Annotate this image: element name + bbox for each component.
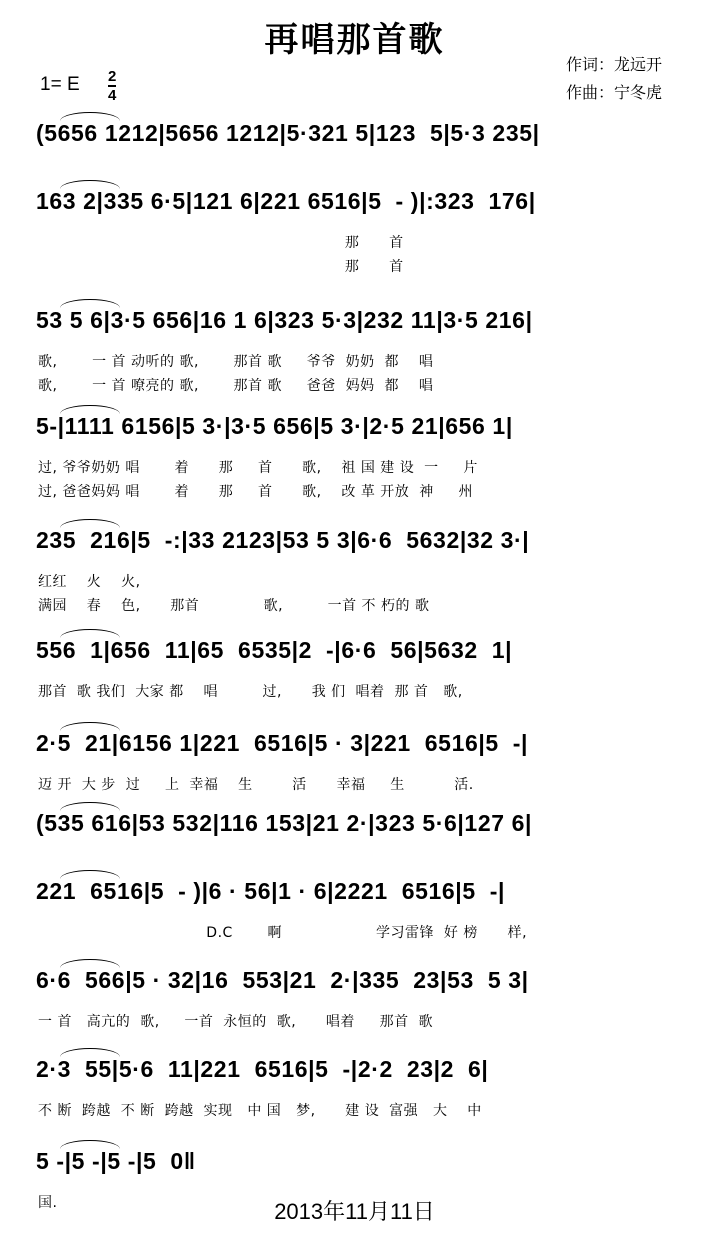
lyric-line: 那首 歌 我们 大家 都 唱 过, 我 们 唱着 那 首 歌, bbox=[38, 684, 463, 700]
lyric-line: 过, 爸爸妈妈 唱 着 那 首 歌, 改 革 开放 神 州 bbox=[38, 484, 473, 500]
lyricist-credit: 作词：龙远开 bbox=[566, 55, 663, 74]
notation-row: 5-|1111 6156|5 3·|3·5 656|5 3·|2·5 21|656 1| bbox=[36, 413, 513, 439]
notation-row: 221 6516|5 - )|6 · 56|1 · 6|2221 6516|5 -| bbox=[36, 878, 505, 904]
slur-mark bbox=[60, 112, 120, 121]
lyric-line: 国. bbox=[38, 1195, 58, 1211]
slur-mark bbox=[60, 870, 120, 879]
page-title: 再唱那首歌 bbox=[264, 20, 445, 60]
lyric-line: 那 首 bbox=[38, 259, 404, 275]
slur-mark bbox=[60, 405, 120, 414]
slur-mark bbox=[60, 299, 120, 308]
slur-mark bbox=[60, 722, 120, 731]
notation-row: 2·3 55|5·6 11|221 6516|5 -|2·2 23|2 6| bbox=[36, 1056, 489, 1082]
time-numerator: 2 bbox=[108, 68, 117, 85]
time-signature bbox=[108, 68, 116, 104]
notation-row: 235 216|5 -:|33 2123|53 5 3|6·6 5632|32 3·| bbox=[36, 527, 530, 553]
notation-row: 53 5 6|3·5 656|16 1 6|323 5·3|232 11|3·5 216| bbox=[36, 307, 533, 333]
notation-row: 5 -|5 -|5 -|5 0‖ bbox=[36, 1148, 196, 1174]
slur-mark bbox=[60, 1048, 120, 1057]
slur-mark bbox=[60, 959, 120, 968]
key-signature: 1= E bbox=[40, 74, 80, 95]
lyric-line: 不 断 跨越 不 断 跨越 实现 中 国 梦, 建 设 富强 大 中 bbox=[38, 1103, 482, 1119]
slur-mark bbox=[60, 180, 120, 189]
slur-mark bbox=[60, 629, 120, 638]
time-denominator: 4 bbox=[108, 87, 117, 104]
lyric-line: D.C 啊 学习雷锋 好 榜 样, bbox=[38, 925, 528, 941]
notation-row: (535 616|53 532|116 153|21 2·|323 5·6|127 6| bbox=[36, 810, 533, 836]
lyric-line: 歌, 一 首 动听的 歌, 那首 歌 爷爷 奶奶 都 唱 bbox=[38, 354, 434, 370]
slur-mark bbox=[60, 802, 120, 811]
notation-row: 2·5 21|6156 1|221 6516|5 · 3|221 6516|5 -| bbox=[36, 730, 529, 756]
notation-row: 163 2|335 6·5|121 6|221 6516|5 - )|:323 176| bbox=[36, 188, 536, 214]
lyric-line: 一 首 高亢的 歌, 一首 永恒的 歌, 唱着 那首 歌 bbox=[38, 1014, 434, 1030]
lyric-line: 满园 春 色, 那首 歌, 一首 不 朽的 歌 bbox=[38, 598, 430, 614]
lyric-line: 迈 开 大 步 过 上 幸福 生 活 幸福 生 活. bbox=[38, 777, 474, 793]
slur-mark bbox=[60, 519, 120, 528]
lyric-line: 过, 爷爷奶奶 唱 着 那 首 歌, 祖 国 建 设 一 片 bbox=[38, 460, 478, 476]
notation-row: (5656 1212|5656 1212|5·321 5|123 5|5·3 235| bbox=[36, 120, 540, 146]
lyric-line: 那 首 bbox=[38, 235, 404, 251]
notation-row: 6·6 566|5 · 32|16 553|21 2·|335 23|53 5 3| bbox=[36, 967, 529, 993]
date-footer: 2013年11月11日 bbox=[274, 1199, 435, 1224]
composer-credit: 作曲：宁冬虎 bbox=[566, 83, 663, 102]
notation-row: 556 1|656 11|65 6535|2 -|6·6 56|5632 1| bbox=[36, 637, 513, 663]
lyric-line: 歌, 一 首 嘹亮的 歌, 那首 歌 爸爸 妈妈 都 唱 bbox=[38, 378, 434, 394]
slur-mark bbox=[60, 1140, 120, 1149]
lyric-line: 红红 火 火, bbox=[38, 574, 141, 590]
